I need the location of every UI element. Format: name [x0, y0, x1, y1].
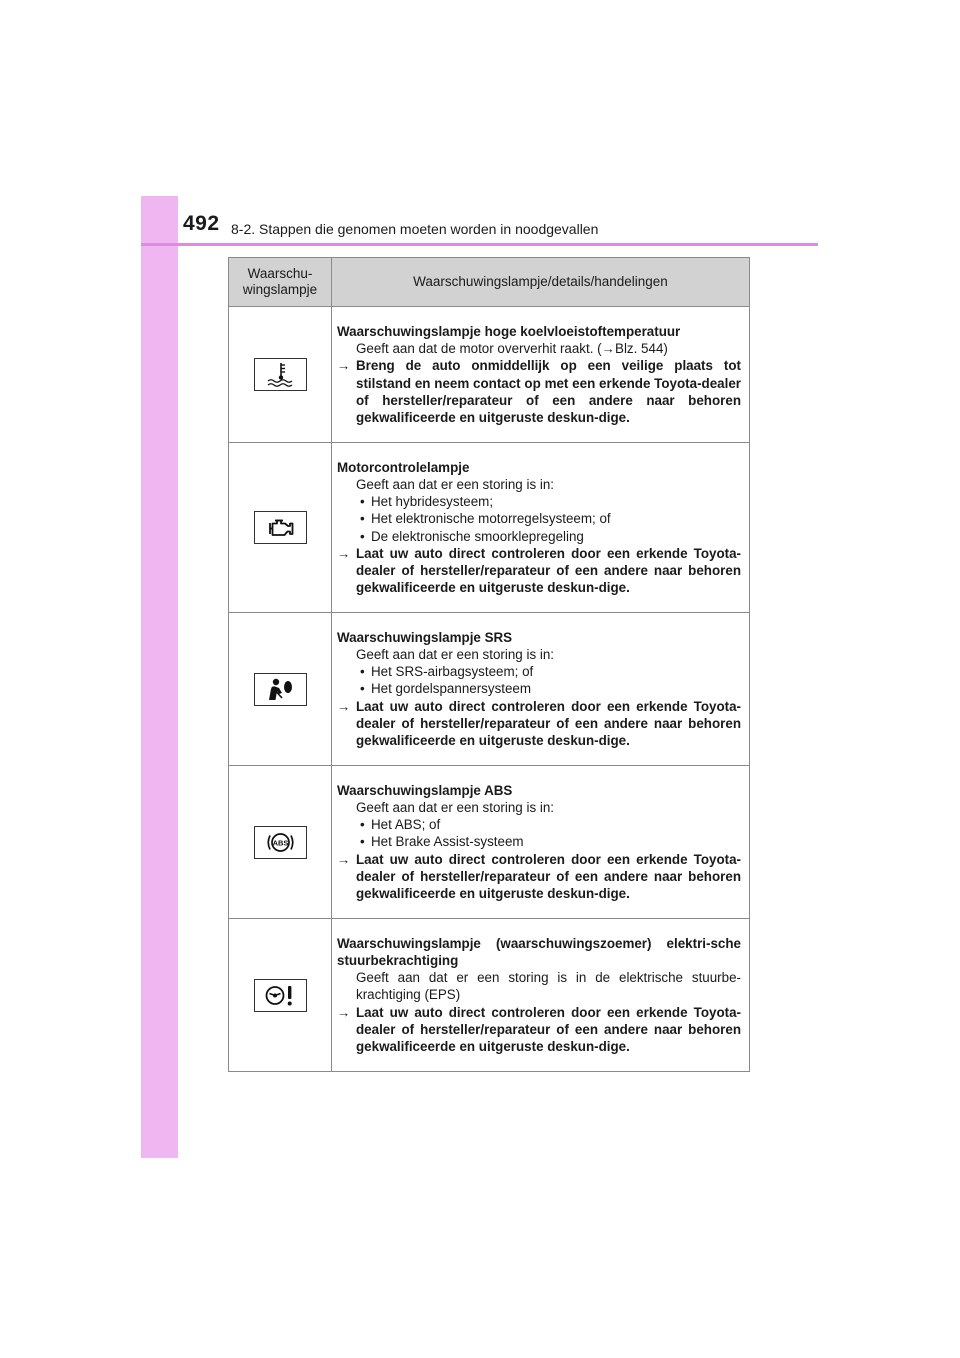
table-row	[229, 443, 750, 613]
power-steering-warning-icon	[254, 979, 307, 1012]
table-row	[229, 307, 750, 443]
arrow-icon: →	[337, 358, 351, 374]
warning-detail: Geeft aan dat de motor oververhit raakt. (→Blz. 544)	[356, 341, 668, 357]
list-item: • Het Brake Assist-systeem	[337, 833, 741, 850]
coolant-temperature-icon	[254, 358, 307, 391]
warning-lights-table	[228, 257, 750, 1072]
warning-title: Waarschuwingslampje (waarschuwingszoemer) elektri-sche stuurbekrachtiging	[337, 935, 741, 968]
table-header-row	[229, 258, 750, 307]
arrow-icon: →	[337, 1004, 351, 1020]
chapter-sidebar-band	[141, 196, 178, 1158]
list-item: • Het elektronische motorregelsysteem; of	[337, 510, 741, 527]
list-item: • Het ABS; of	[337, 816, 741, 833]
warning-action: → Laat uw auto direct controleren door een erkende Toyota-dealer of hersteller/reparateur of een andere naar behoren gekwalificeerde en uitgeruste deskun-dige.	[337, 698, 741, 748]
warning-action: → Laat uw auto direct controleren door een erkende Toyota-dealer of hersteller/reparateur of een andere naar behoren gekwalificeerde en uitgeruste deskun-dige.	[337, 545, 741, 596]
svg-text:ABS: ABS	[272, 837, 288, 847]
col-header-details: Waarschuwingslampje/details/handelingen	[332, 258, 750, 307]
warning-detail: Geeft aan dat er een storing is in:	[356, 799, 555, 815]
list-item: • Het gordelspannersysteem	[337, 680, 741, 697]
warning-title: Waarschuwingslampje ABS	[337, 782, 513, 798]
warning-action: → Breng de auto onmiddellijk op een veilige plaats tot stilstand en neem contact op met een erkende Toyota-dealer of hersteller/reparateur of een andere naar behoren gekwalificeerde en uitgeruste deskun-dige.	[337, 358, 741, 425]
list-item: • Het hybridesysteem;	[337, 493, 741, 510]
list-item: • De elektronische smoorklepregeling	[337, 528, 741, 545]
check-engine-icon	[254, 511, 307, 544]
list-item: • Het SRS-airbagsysteem; of	[337, 663, 741, 680]
warning-detail: Geeft aan dat er een storing is in:	[356, 476, 555, 492]
srs-airbag-icon	[254, 673, 307, 706]
col-header-warning-light: Waarschu- wingslampje	[229, 258, 332, 307]
header-divider	[141, 243, 818, 246]
warning-detail: Geeft aan dat er een storing is in:	[356, 646, 555, 662]
table-row	[229, 919, 750, 1072]
table-row	[229, 613, 750, 766]
warning-title: Motorcontrolelampje	[337, 459, 470, 475]
arrow-icon: →	[337, 851, 351, 867]
warning-detail: Geeft aan dat er een storing is in de elektrische stuurbe-krachtiging (EPS)	[356, 970, 741, 1003]
warning-title: Waarschuwingslampje SRS	[337, 629, 513, 645]
arrow-icon: →	[337, 698, 351, 714]
arrow-icon: →	[337, 545, 351, 561]
warning-action: → Laat uw auto direct controleren door een erkende Toyota-dealer of hersteller/reparateur of een andere naar behoren gekwalificeerde en uitgeruste deskun-dige.	[337, 1004, 741, 1054]
warning-action: → Laat uw auto direct controleren door een erkende Toyota-dealer of hersteller/reparateur of een andere naar behoren gekwalificeerde en uitgeruste deskun-dige.	[337, 851, 741, 901]
page-number: 492	[183, 212, 220, 235]
abs-icon	[254, 826, 307, 859]
warning-title: Waarschuwingslampje hoge koelvloeistoftemperatuur	[337, 323, 681, 339]
section-title: 8-2. Stappen die genomen moeten worden in noodgevallen	[231, 221, 599, 237]
table-row	[229, 766, 750, 919]
